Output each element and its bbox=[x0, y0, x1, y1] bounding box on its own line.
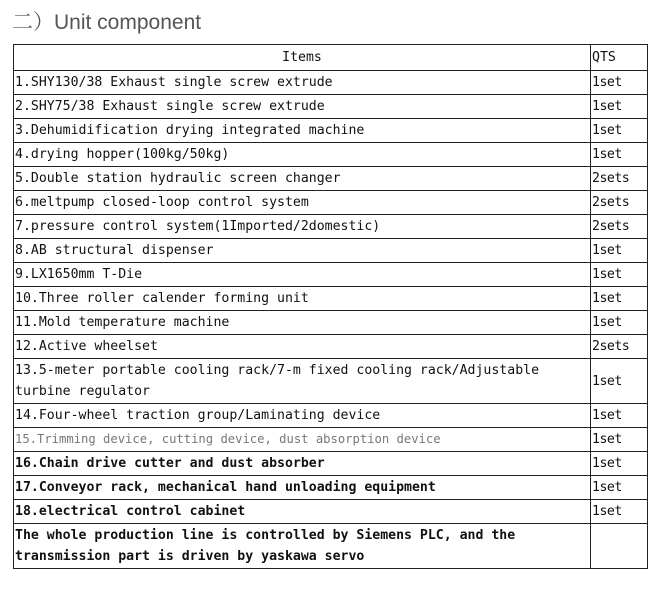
table-row bbox=[14, 287, 648, 311]
table-row bbox=[14, 452, 648, 476]
item-cell: 13.5-meter portable cooling rack/7-m fixed cooling rack/Adjustable turbine regulator bbox=[14, 359, 591, 404]
qts-cell: 2sets bbox=[591, 335, 648, 359]
table-row bbox=[14, 404, 648, 428]
item-cell: 15.Trimming device, cutting device, dust absorption device bbox=[14, 428, 591, 452]
qts-cell: 1set bbox=[591, 452, 648, 476]
table-row bbox=[14, 191, 648, 215]
qts-cell: 1set bbox=[591, 476, 648, 500]
table-row bbox=[14, 215, 648, 239]
note-row bbox=[14, 524, 648, 569]
qts-cell: 1set bbox=[591, 95, 648, 119]
item-cell: 5.Double station hydraulic screen changer bbox=[14, 167, 591, 191]
table-row bbox=[14, 71, 648, 95]
item-cell: 10.Three roller calender forming unit bbox=[14, 287, 591, 311]
table-row bbox=[14, 428, 648, 452]
item-cell: 14.Four-wheel traction group/Laminating device bbox=[14, 404, 591, 428]
item-cell: 8.AB structural dispenser bbox=[14, 239, 591, 263]
qts-cell: 1set bbox=[591, 239, 648, 263]
qts-cell: 2sets bbox=[591, 215, 648, 239]
qts-column-header: QTS bbox=[591, 45, 648, 71]
item-cell: 11.Mold temperature machine bbox=[14, 311, 591, 335]
qts-cell: 2sets bbox=[591, 191, 648, 215]
unit-component-table bbox=[13, 44, 648, 569]
qts-cell: 1set bbox=[591, 404, 648, 428]
item-cell: 12.Active wheelset bbox=[14, 335, 591, 359]
qts-cell: 1set bbox=[591, 119, 648, 143]
qts-cell: 1set bbox=[591, 143, 648, 167]
qts-cell: 2sets bbox=[591, 167, 648, 191]
table-row bbox=[14, 263, 648, 287]
table-row bbox=[14, 143, 648, 167]
control-note: The whole production line is controlled by Siemens PLC, and the transmission part is driven by yaskawa servo bbox=[14, 524, 591, 569]
item-cell: 16.Chain drive cutter and dust absorber bbox=[14, 452, 591, 476]
item-cell: 7.pressure control system(1Imported/2domestic) bbox=[14, 215, 591, 239]
qts-cell: 1set bbox=[591, 500, 648, 524]
section-heading: 二）Unit component bbox=[12, 11, 202, 34]
table-row bbox=[14, 476, 648, 500]
item-cell: 6.meltpump closed-loop control system bbox=[14, 191, 591, 215]
table-row bbox=[14, 335, 648, 359]
table-row bbox=[14, 167, 648, 191]
qts-cell: 1set bbox=[591, 311, 648, 335]
item-cell: 4.drying hopper(100kg/50kg) bbox=[14, 143, 591, 167]
items-column-header: Items bbox=[14, 45, 591, 71]
table-header-row bbox=[14, 45, 648, 71]
table-row bbox=[14, 500, 648, 524]
item-cell: 1.SHY130/38 Exhaust single screw extrude bbox=[14, 71, 591, 95]
item-cell: 2.SHY75/38 Exhaust single screw extrude bbox=[14, 95, 591, 119]
note-qts-cell-empty bbox=[591, 524, 648, 569]
table-row bbox=[14, 359, 648, 404]
qts-cell: 1set bbox=[591, 71, 648, 95]
qts-cell: 1set bbox=[591, 428, 648, 452]
qts-cell: 1set bbox=[591, 359, 648, 404]
item-cell: 18.electrical control cabinet bbox=[14, 500, 591, 524]
table-row bbox=[14, 239, 648, 263]
item-cell: 17.Conveyor rack, mechanical hand unloading equipment bbox=[14, 476, 591, 500]
table-row bbox=[14, 311, 648, 335]
table-row bbox=[14, 119, 648, 143]
table-row bbox=[14, 95, 648, 119]
qts-cell: 1set bbox=[591, 263, 648, 287]
qts-cell: 1set bbox=[591, 287, 648, 311]
item-cell: 9.LX1650mm T-Die bbox=[14, 263, 591, 287]
item-cell: 3.Dehumidification drying integrated machine bbox=[14, 119, 591, 143]
